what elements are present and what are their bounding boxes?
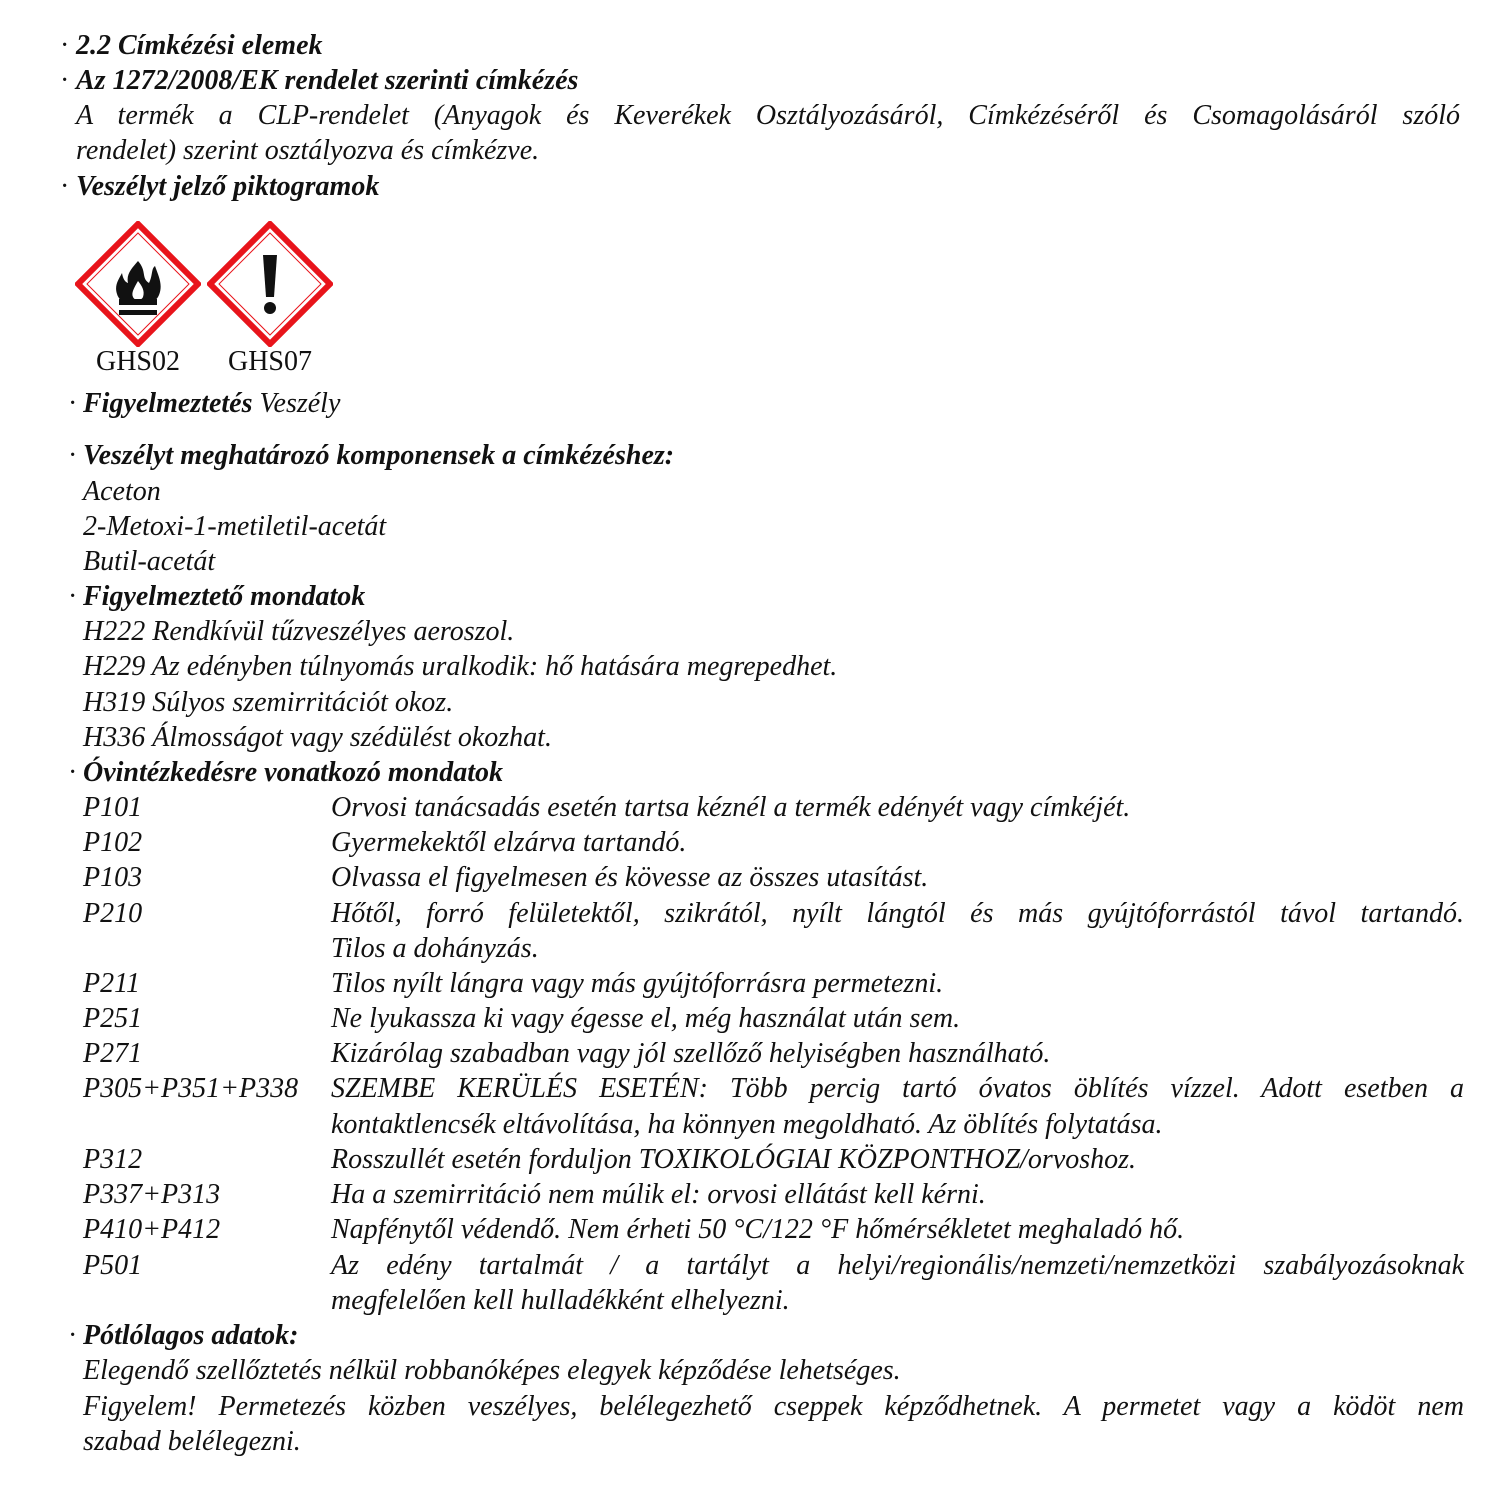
regulation-heading: Az 1272/2008/EK rendelet szerinti címkézés bbox=[76, 65, 579, 96]
precaution-text: kontaktlencsék eltávolítása, ha könnyen megoldható. Az öblítés folytatása. bbox=[331, 1109, 1163, 1140]
list-item bbox=[0, 720, 1500, 755]
supplementary-heading-line bbox=[0, 1318, 1500, 1353]
precaution-code: P312 bbox=[83, 1144, 143, 1175]
bullet: · bbox=[60, 171, 70, 202]
precaution-code: P101 bbox=[83, 792, 143, 823]
precaution-code: P337+P313 bbox=[83, 1179, 221, 1210]
bullet: · bbox=[68, 581, 78, 612]
bullet: · bbox=[68, 440, 78, 471]
components-heading: Veszélyt meghatározó komponensek a címkézéshez: bbox=[83, 440, 675, 471]
signal-word-value: Veszély bbox=[259, 388, 341, 419]
pictograms-heading: Veszélyt jelző piktogramok bbox=[76, 171, 380, 202]
regulation-text-line bbox=[0, 133, 1500, 168]
precaution-text: Ha a szemirritáció nem múlik el: orvosi ellátást kell kérni. bbox=[331, 1179, 986, 1210]
precaution-heading: Óvintézkedésre vonatkozó mondatok bbox=[83, 757, 503, 788]
precaution-code: P251 bbox=[83, 1003, 143, 1034]
table-row bbox=[0, 966, 1500, 1001]
table-row bbox=[0, 1142, 1500, 1177]
hazard-statement: H319 Súlyos szemirritációt okoz. bbox=[83, 687, 454, 718]
signal-word-label: Figyelmeztetés bbox=[83, 388, 253, 419]
precaution-text: Rosszullét esetén forduljon TOXIKOLÓGIAI KÖZPONTHOZ/orvoshoz. bbox=[331, 1144, 1137, 1175]
precaution-code: P305+P351+P338 bbox=[83, 1073, 299, 1104]
supplementary-text-line bbox=[0, 1353, 1500, 1388]
supplementary-text-line bbox=[0, 1389, 1500, 1424]
precaution-code: P210 bbox=[83, 898, 143, 929]
regulation-text-1: A termék a CLP-rendelet (Anyagok és Keverékek Osztályozásáról, Címkézéséről és Csomagolásáról szóló bbox=[76, 100, 1460, 131]
table-row-continuation bbox=[0, 931, 1500, 966]
pictogram-label-ghs02: GHS02 bbox=[95, 346, 180, 377]
supplementary-text-1: Elegendő szellőztetés nélkül robbanóképes elegyek képződése lehetséges. bbox=[83, 1355, 901, 1386]
table-row bbox=[0, 896, 1500, 931]
component-item: Butil-acetát bbox=[83, 546, 216, 577]
hazard-statement: H222 Rendkívül tűzveszélyes aeroszol. bbox=[83, 616, 515, 647]
signal-word-line bbox=[0, 386, 1500, 421]
list-item bbox=[0, 509, 1500, 544]
precaution-text: Ne lyukassza ki vagy égesse el, még használat után sem. bbox=[331, 1003, 961, 1034]
precaution-text: Az edény tartalmát / a tartályt a helyi/regionális/nemzeti/nemzetközi szabályozásoknak bbox=[331, 1250, 1464, 1281]
table-row-continuation bbox=[0, 1107, 1500, 1142]
hazard-heading: Figyelmeztető mondatok bbox=[83, 581, 366, 612]
table-row bbox=[0, 1177, 1500, 1212]
regulation-heading-line bbox=[0, 63, 1500, 98]
bullet: · bbox=[68, 388, 78, 419]
table-row bbox=[0, 790, 1500, 825]
supplementary-text-line bbox=[0, 1424, 1500, 1459]
precaution-code: P410+P412 bbox=[83, 1214, 221, 1245]
component-item: Aceton bbox=[83, 476, 161, 507]
table-row-continuation bbox=[0, 1283, 1500, 1318]
table-row bbox=[0, 1036, 1500, 1071]
bullet: · bbox=[60, 30, 70, 61]
table-row bbox=[0, 860, 1500, 895]
precaution-text: Hőtől, forró felületektől, szikrától, nyílt lángtól és más gyújtóforrástól távol tartandó. bbox=[331, 898, 1464, 929]
regulation-text-2: rendelet) szerint osztályozva és címkézve. bbox=[76, 135, 540, 166]
supplementary-text-3: szabad belélegezni. bbox=[83, 1426, 301, 1457]
supplementary-heading: Pótlólagos adatok: bbox=[83, 1320, 299, 1351]
precaution-text: Tilos nyílt lángra vagy más gyújtóforrásra permetezni. bbox=[331, 968, 944, 999]
precaution-code: P102 bbox=[83, 827, 143, 858]
precaution-text: Tilos a dohányzás. bbox=[331, 933, 539, 964]
table-row bbox=[0, 1071, 1500, 1106]
precaution-text: Orvosi tanácsadás esetén tartsa kéznél a termék edényét vagy címkéjét. bbox=[331, 792, 1131, 823]
precaution-text: SZEMBE KERÜLÉS ESETÉN: Több percig tartó óvatos öblítés vízzel. Adott esetben a bbox=[331, 1073, 1464, 1104]
component-item: 2-Metoxi-1-metiletil-acetát bbox=[83, 511, 387, 542]
components-heading-line bbox=[0, 438, 1500, 473]
precaution-text: Kizárólag szabadban vagy jól szellőző helyiségben használható. bbox=[331, 1038, 1051, 1069]
list-item bbox=[0, 614, 1500, 649]
list-item bbox=[0, 685, 1500, 720]
bullet: · bbox=[60, 65, 70, 96]
hazard-heading-line bbox=[0, 579, 1500, 614]
supplementary-text-2: Figyelem! Permetezés közben veszélyes, belélegezhető cseppek képződhetnek. A permetet vagy a ködöt nem bbox=[83, 1391, 1464, 1422]
flame-icon bbox=[75, 221, 201, 347]
precaution-text: megfelelően kell hulladékként elhelyezni. bbox=[331, 1285, 790, 1316]
list-item bbox=[0, 544, 1500, 579]
bullet: · bbox=[68, 757, 78, 788]
regulation-text-line bbox=[0, 98, 1500, 133]
precaution-code: P501 bbox=[83, 1250, 143, 1281]
hazard-statement: H229 Az edényben túlnyomás uralkodik: hő hatására megrepedhet. bbox=[83, 651, 838, 682]
table-row bbox=[0, 825, 1500, 860]
section-heading: 2.2 Címkézési elemek bbox=[76, 30, 323, 61]
table-row bbox=[0, 1001, 1500, 1036]
precaution-code: P271 bbox=[83, 1038, 143, 1069]
precaution-text: Gyermekektől elzárva tartandó. bbox=[331, 827, 687, 858]
list-item bbox=[0, 474, 1500, 509]
list-item bbox=[0, 649, 1500, 684]
precaution-heading-line bbox=[0, 755, 1500, 790]
hazard-statement: H336 Álmosságot vagy szédülést okozhat. bbox=[83, 722, 552, 753]
precaution-code: P103 bbox=[83, 862, 143, 893]
bullet: · bbox=[68, 1320, 78, 1351]
exclamation-mark-icon bbox=[207, 221, 333, 347]
section-heading-line bbox=[0, 28, 1500, 63]
precaution-text: Napfénytől védendő. Nem érheti 50 °C/122 °F hőmérsékletet meghaladó hő. bbox=[331, 1214, 1185, 1245]
pictograms-heading-line bbox=[0, 169, 1500, 204]
precaution-text: Olvassa el figyelmesen és kövesse az összes utasítást. bbox=[331, 862, 929, 893]
table-row bbox=[0, 1212, 1500, 1247]
precaution-code: P211 bbox=[83, 968, 141, 999]
table-row bbox=[0, 1248, 1500, 1283]
pictogram-label-ghs07: GHS07 bbox=[227, 346, 312, 377]
